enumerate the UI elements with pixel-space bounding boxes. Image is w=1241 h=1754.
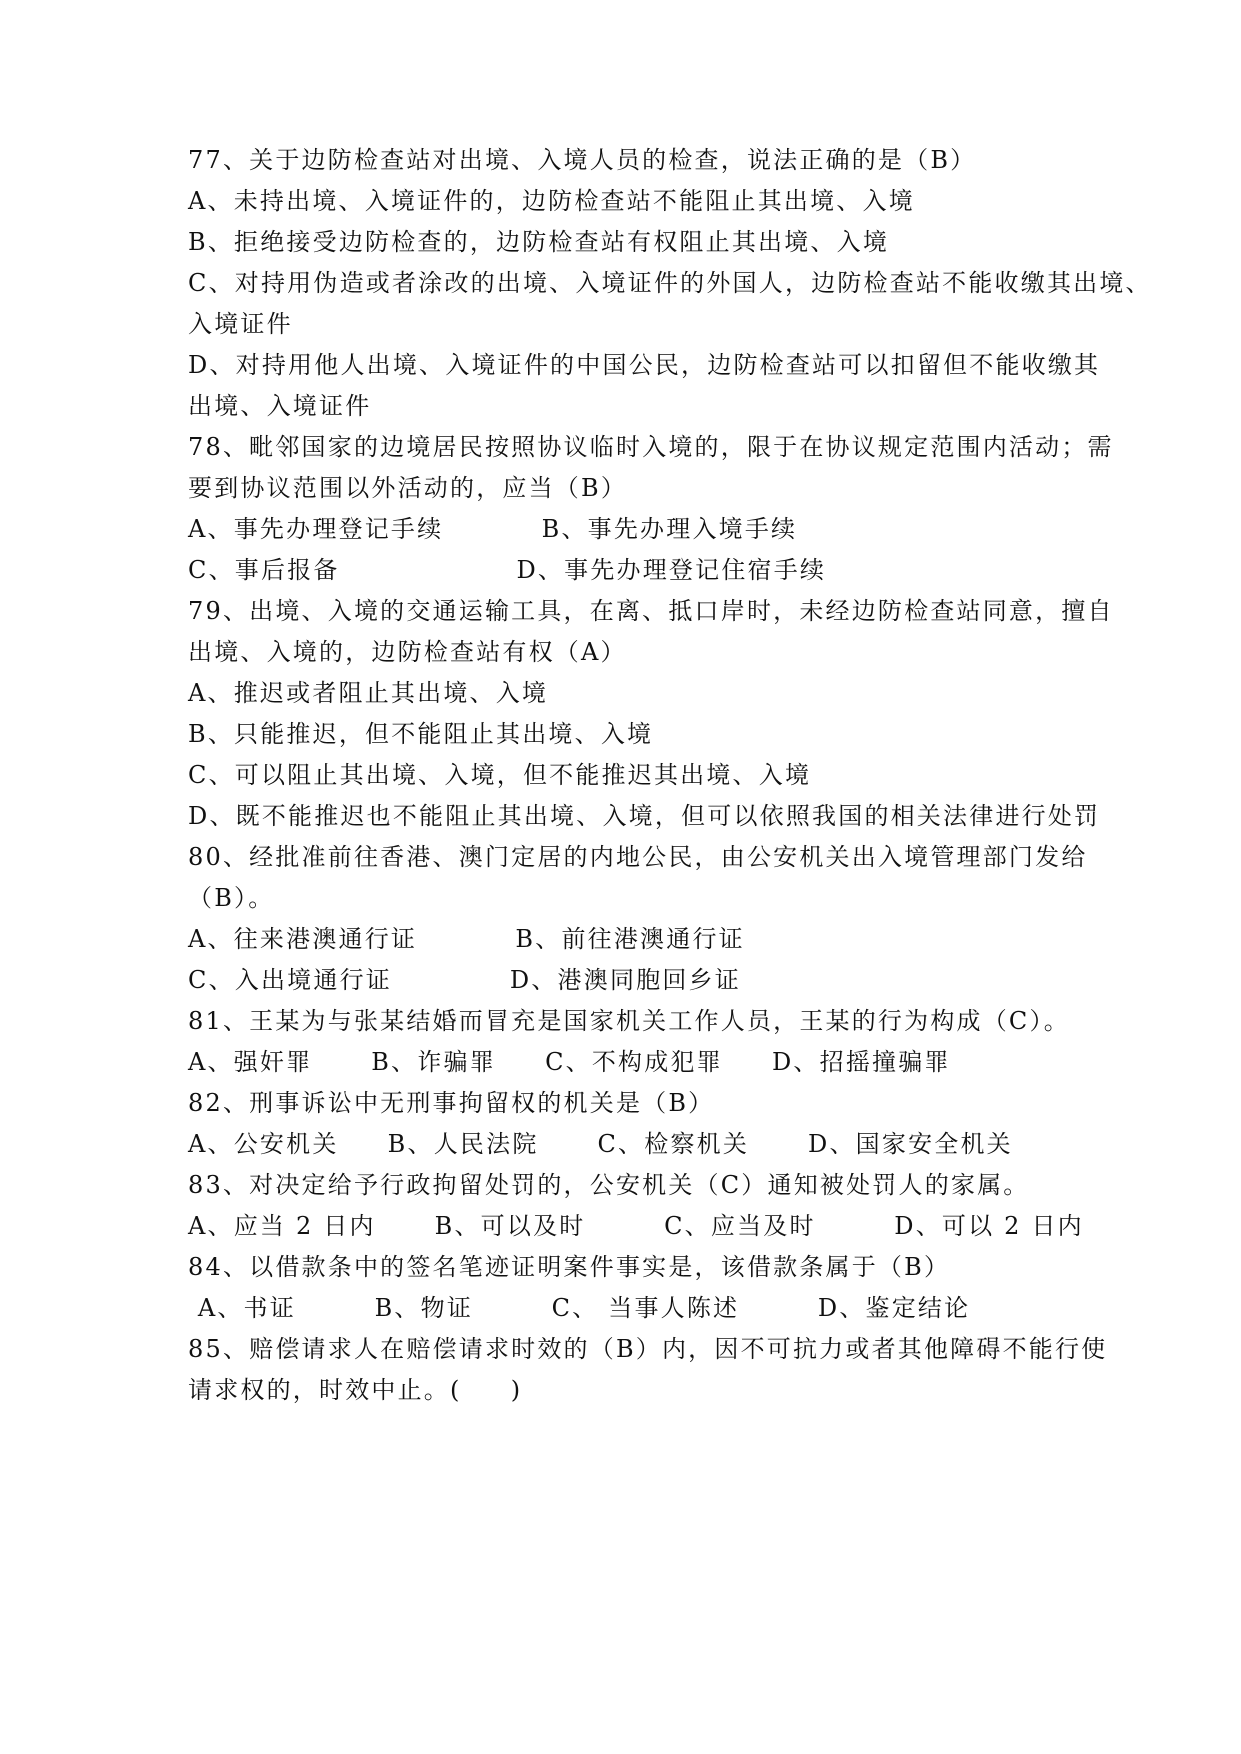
q79-option-d: D、既不能推迟也不能阻止其出境、入境，但可以依照我国的相关法律进行处罚	[188, 802, 1101, 830]
q78-stem-line1: 78、毗邻国家的边境居民按照协议临时入境的，限于在协议规定范围内活动；需	[188, 433, 1114, 461]
q77-option-c-line2: 入境证件	[188, 310, 293, 338]
q77-option-a: A、未持出境、入境证件的，边防检查站不能阻止其出境、入境	[188, 187, 915, 215]
q80-stem-line1: 80、经批准前往香港、澳门定居的内地公民，由公安机关出入境管理部门发给	[188, 843, 1088, 871]
q84-options: A、书证 B、物证 C、 当事人陈述 D、鉴定结论	[188, 1294, 971, 1322]
q83-stem: 83、对决定给予行政拘留处罚的，公安机关（C）通知被处罚人的家属。	[188, 1171, 1030, 1199]
q79-option-c: C、可以阻止其出境、入境，但不能推迟其出境、入境	[188, 761, 812, 789]
q77-option-c-line1: C、对持用伪造或者涂改的出境、入境证件的外国人，边防检查站不能收缴其出境、	[188, 269, 1152, 297]
q84-stem: 84、以借款条中的签名笔迹证明案件事实是，该借款条属于（B）	[188, 1253, 951, 1281]
q77-stem: 77、关于边防检查站对出境、入境人员的检查，说法正确的是（B）	[188, 146, 977, 174]
q82-stem: 82、刑事诉讼中无刑事拘留权的机关是（B）	[188, 1089, 715, 1117]
q79-option-b: B、只能推迟，但不能阻止其出境、入境	[188, 720, 654, 748]
q85-stem-line1: 85、赔偿请求人在赔偿请求时效的（B）内，因不可抗力或者其他障碍不能行使	[188, 1335, 1108, 1363]
q78-options-ab: A、事先办理登记手续 B、事先办理入境手续	[188, 515, 798, 543]
q79-stem-line1: 79、出境、入境的交通运输工具，在离、抵口岸时，未经边防检查站同意，擅自	[188, 597, 1114, 625]
q77-option-d-line1: D、对持用他人出境、入境证件的中国公民，边防检查站可以扣留但不能收缴其	[188, 351, 1101, 379]
q77-option-b: B、拒绝接受边防检查的，边防检查站有权阻止其出境、入境	[188, 228, 890, 256]
q80-options-cd: C、入出境通行证 D、港澳同胞回乡证	[188, 966, 741, 994]
q83-options: A、应当 2 日内 B、可以及时 C、应当及时 D、可以 2 日内	[188, 1212, 1084, 1240]
q81-stem: 81、王某为与张某结婚而冒充是国家机关工作人员，王某的行为构成（C）。	[188, 1007, 1070, 1035]
q82-options: A、公安机关 B、人民法院 C、检察机关 D、国家安全机关	[188, 1130, 1013, 1158]
q80-stem-line2: （B）。	[188, 884, 275, 912]
q77-option-d-line2: 出境、入境证件	[188, 392, 372, 420]
q80-options-ab: A、往来港澳通行证 B、前往港澳通行证	[188, 925, 745, 953]
q85-stem-line2: 请求权的，时效中止。( )	[188, 1376, 523, 1404]
q79-option-a: A、推迟或者阻止其出境、入境	[188, 679, 549, 707]
q81-options: A、强奸罪 B、诈骗罪 C、不构成犯罪 D、招摇撞骗罪	[188, 1048, 951, 1076]
q79-stem-line2: 出境、入境的，边防检查站有权（A）	[188, 638, 627, 666]
q78-options-cd: C、事后报备 D、事先办理登记住宿手续	[188, 556, 827, 584]
q78-stem-line2: 要到协议范围以外活动的，应当（B）	[188, 474, 628, 502]
